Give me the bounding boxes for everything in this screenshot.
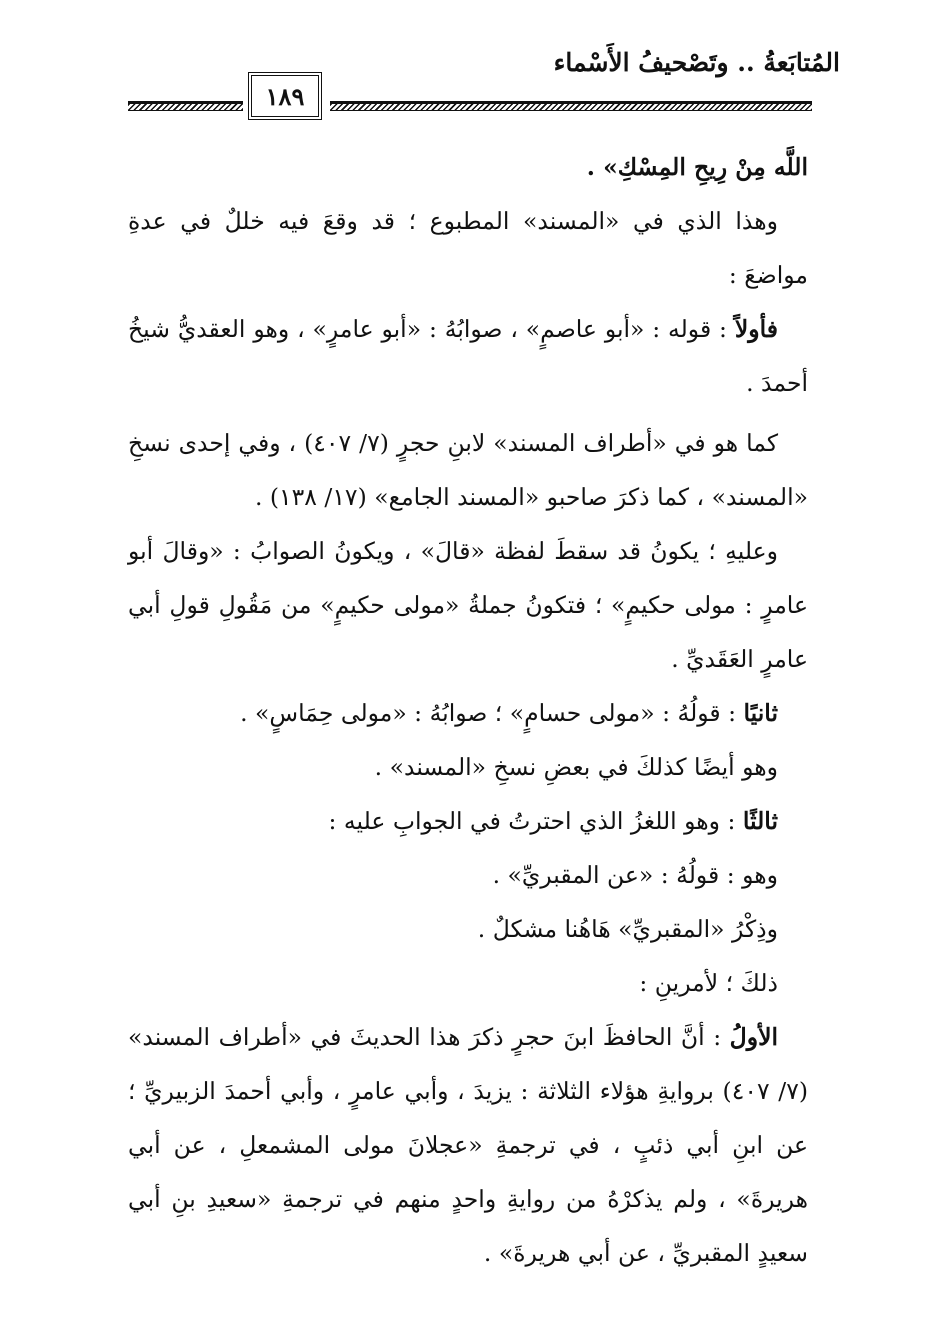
paragraph-text: : قوله : «أبو عاصمٍ» ، صوابُهُ : «أبو عامرٍ» ، وهو العقديُّ شيخُ أحمدَ . bbox=[128, 315, 808, 397]
paragraph-lead: فأولاً bbox=[734, 315, 778, 343]
paragraph-text: : وهو اللغزُ الذي احترتُ في الجوابِ عليه : bbox=[328, 807, 743, 835]
paragraph bbox=[128, 302, 808, 410]
paragraph-text: ذلكَ ؛ لأمرينِ : bbox=[639, 969, 778, 997]
paragraph-text: وهو أيضًا كذلكَ في بعضِ نسخِ «المسند» . bbox=[374, 753, 778, 781]
paragraph bbox=[128, 740, 808, 794]
paragraph bbox=[128, 902, 808, 956]
paragraph-text: وذِكْرُ «المقبريِّ» هَاهُنا مشكلٌ . bbox=[477, 915, 778, 943]
paragraph-text: وهذا الذي في «المسند» المطبوع ؛ قد وقعَ فيه خللٌ في عدةِ مواضعَ : bbox=[128, 207, 808, 289]
paragraph-text: وهو : قولُهُ : «عن المقبريِّ» . bbox=[492, 861, 778, 889]
paragraph bbox=[128, 956, 808, 1010]
paragraph bbox=[128, 524, 808, 686]
paragraph-lead: ثانيًا bbox=[743, 699, 778, 727]
paragraph bbox=[128, 848, 808, 902]
paragraph-text: كما هو في «أطراف المسند» لابنِ حجرٍ (٧/ ٤٠٧) ، وفي إحدى نسخِ «المسند» ، كما ذكرَ صاحبو «المسند الجامع» (١٧/ ١٣٨) . bbox=[128, 429, 808, 511]
running-title: المُتابَعةُ .. وتَصْحيفُ الأَسْماء bbox=[553, 48, 840, 77]
body-text bbox=[128, 140, 808, 1280]
paragraph-lead: الأولُ bbox=[729, 1023, 778, 1051]
paragraph bbox=[128, 1010, 808, 1280]
page-number: ١٨٩ bbox=[248, 72, 322, 120]
paragraph-text: : قولُهُ : «مولى حسامٍ» ؛ صوابُهُ : «مولى حِمَاسٍ» . bbox=[240, 699, 744, 727]
paragraph-text: : أنَّ الحافظَ ابنَ حجرٍ ذكرَ هذا الحديثَ في «أطراف المسند» (٧/ ٤٠٧) بروايةِ هؤلاء الثلاثة : يزيدَ ، وأبي عامرٍ ، وأبي أحمدَ الزبيريِّ ؛ عن ابنِ أبي ذئبٍ ، في ترجمةِ «عجلانَ مولى المشمعلِ ، عن أبي هريرةَ» ، ولم يذكرْهُ من روايةِ واحدٍ منهم في ترجمةِ «سعيدِ بنِ أبي سعيدٍ المقبريِّ ، عن أبي هريرةَ» . bbox=[128, 1023, 809, 1267]
paragraph-text: وعليهِ ؛ يكونُ قد سقطَ لفظة «قالَ» ، ويكونُ الصوابُ : «وقالَ أبو عامرٍ : مولى حكيمٍ» ؛ فتكونُ جملةُ «مولى حكيمٍ» من مَقُولِ قولِ أبي عامرٍ العَقَديِّ . bbox=[128, 537, 808, 673]
header-rule-left bbox=[128, 101, 243, 111]
paragraph bbox=[128, 140, 808, 194]
header-rule-right bbox=[330, 101, 812, 111]
paragraph-text: اللَّه مِنْ رِيحِ المِسْكِ» . bbox=[586, 153, 808, 181]
paragraph-lead: ثالثًا bbox=[742, 807, 778, 835]
paragraph bbox=[128, 686, 808, 740]
paragraph bbox=[128, 794, 808, 848]
paragraph bbox=[128, 416, 808, 524]
paragraph bbox=[128, 194, 808, 302]
